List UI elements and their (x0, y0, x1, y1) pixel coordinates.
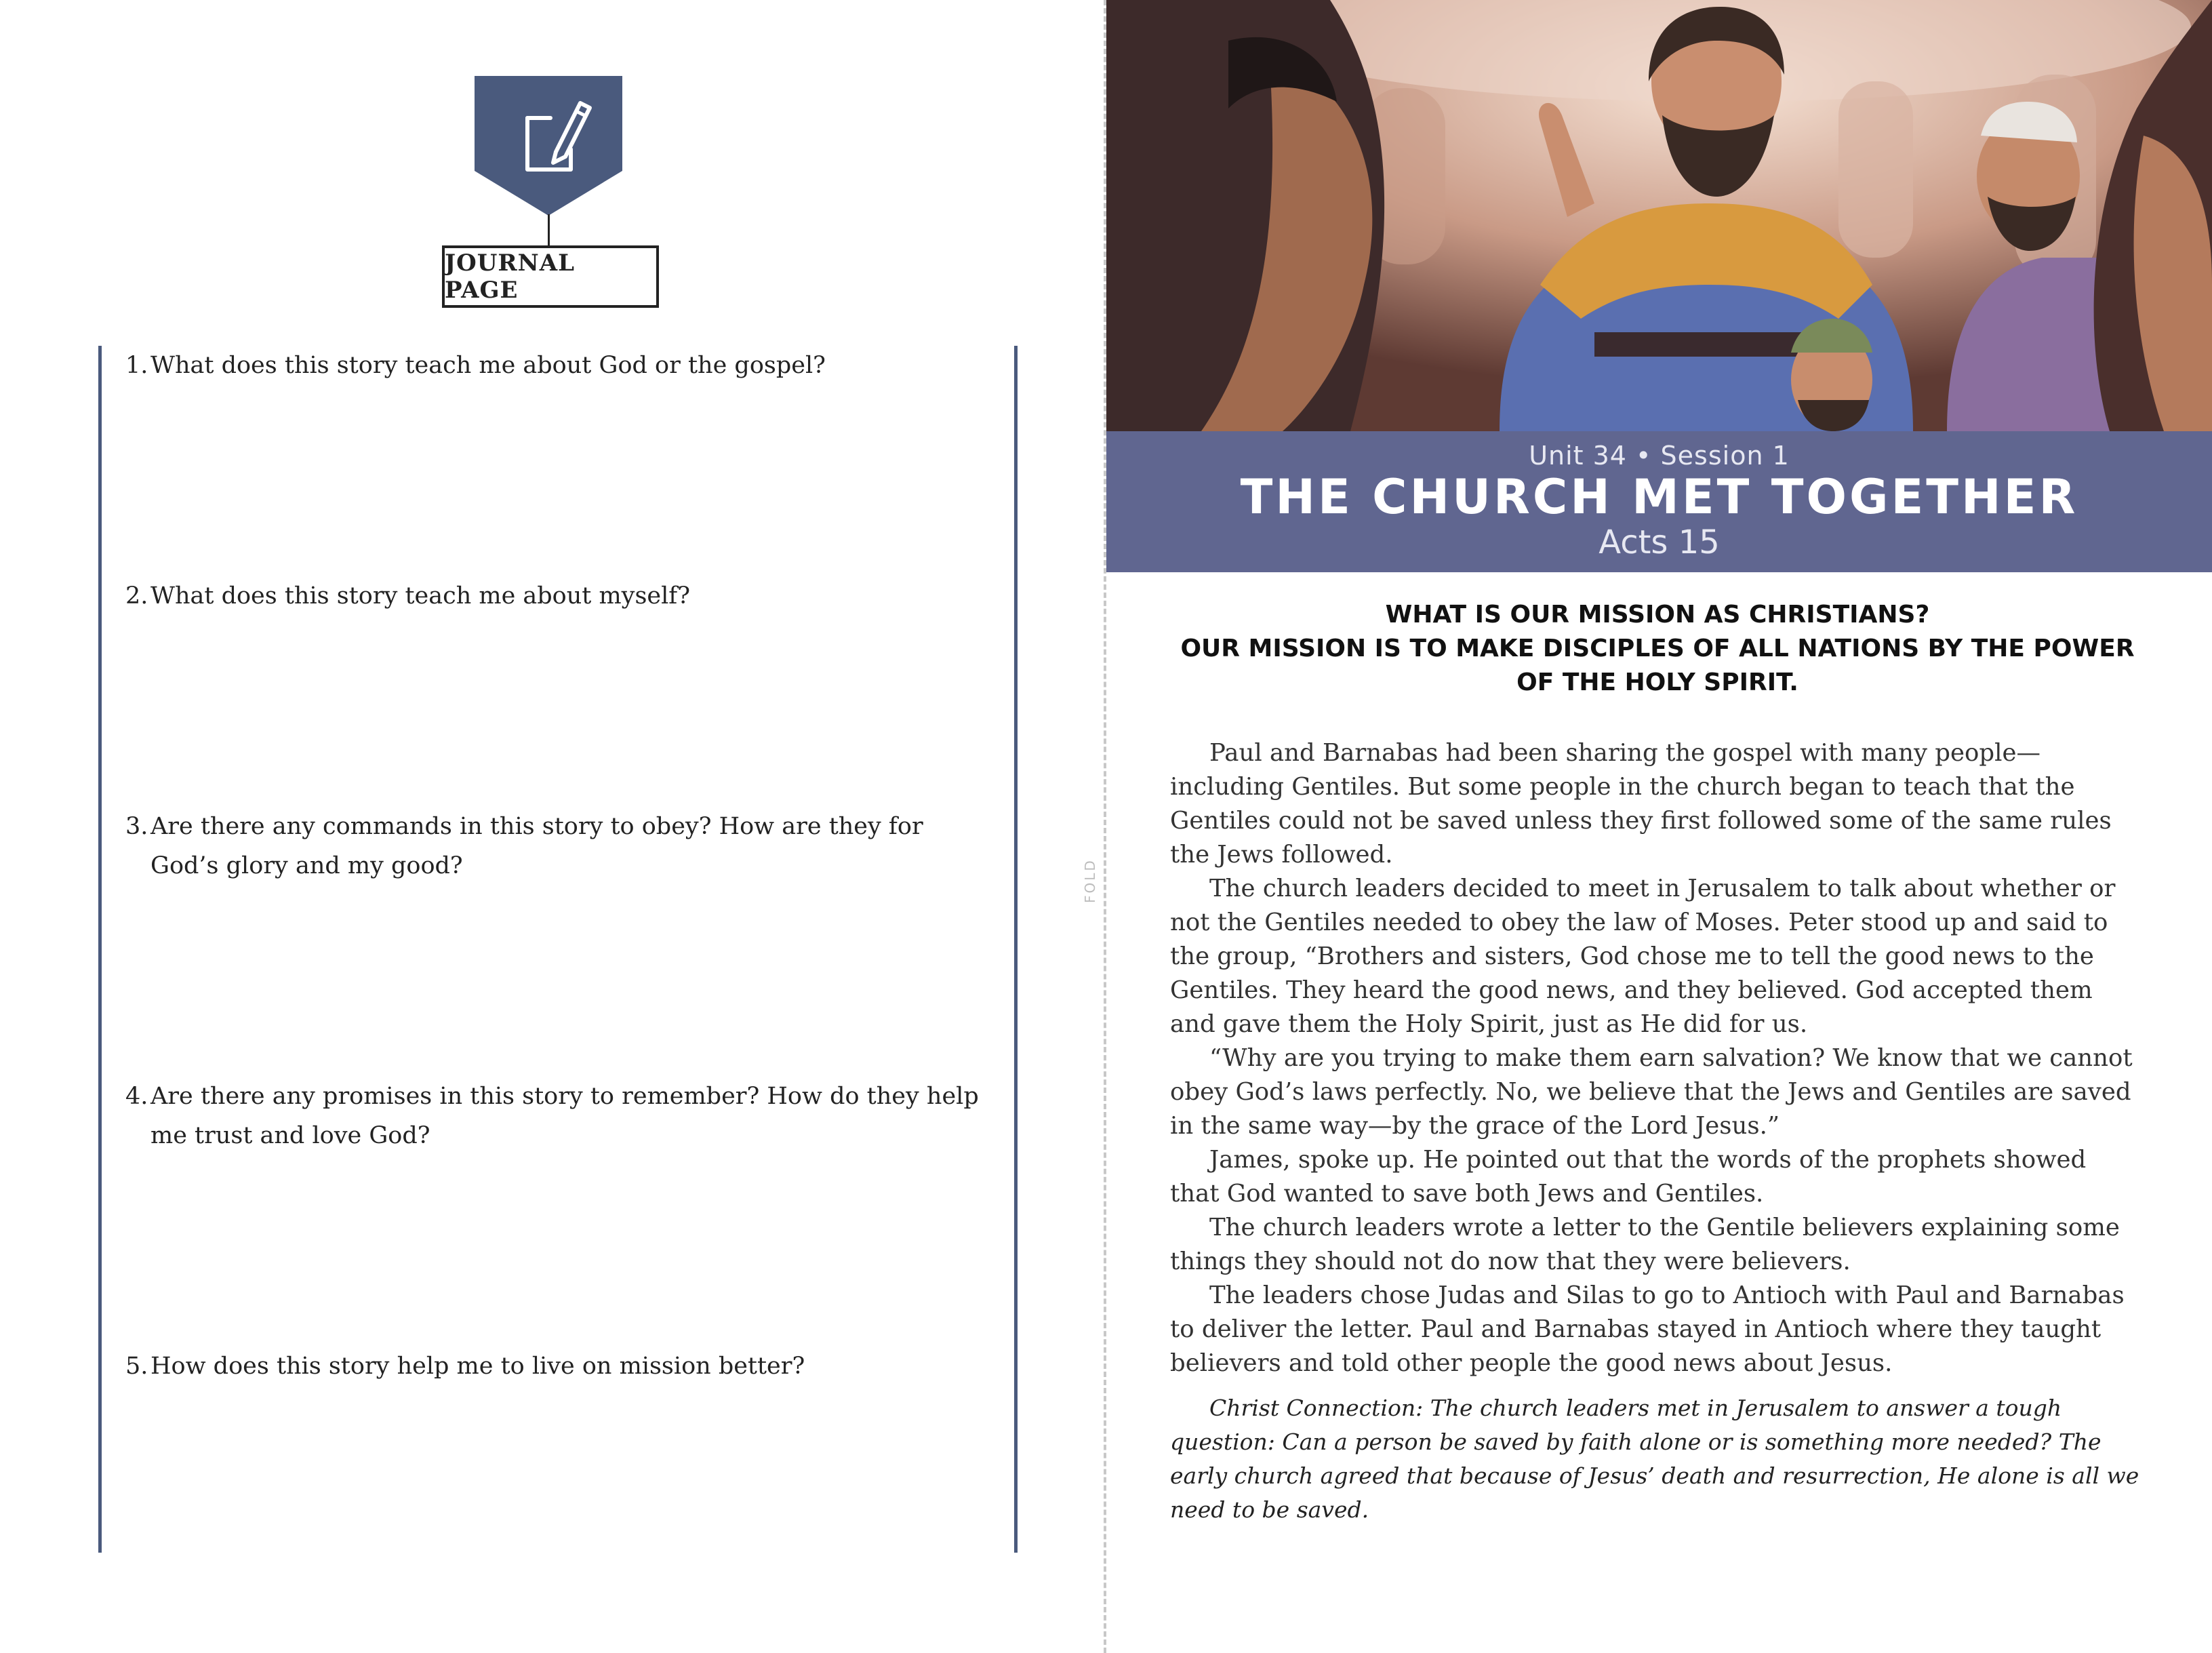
question-text: Are there any promises in this story to remember? How do they help me trust and love God? (150, 1083, 979, 1149)
question-text: Are there any commands in this story to obey? How are they for God’s glory and my good? (150, 813, 923, 879)
story-illustration (1106, 0, 2212, 431)
question-text: What does this story teach me about God or the gospel? (150, 352, 826, 379)
mission-line: OF THE HOLY SPIRIT. (1516, 669, 1798, 696)
journal-badge (475, 76, 622, 216)
scripture-reference: Acts 15 (1598, 523, 1720, 561)
badge-connector (548, 214, 550, 245)
story-text (1170, 736, 2143, 1380)
story-paragraph: “Why are you trying to make them earn salvation? We know that we cannot obey God’s laws perfectly. No, we believe that the Jews and Gentiles are saved in the same way—by the grace of the Lord Jesus.” (1170, 1044, 2133, 1140)
question-number: 1. (125, 352, 148, 379)
question-number: 3. (125, 813, 148, 840)
journal-page (0, 0, 1105, 1653)
story-paragraph: The leaders chose Judas and Silas to go to Antioch with Paul and Barnabas to deliver the letter. Paul and Barnabas stayed in Antioch where they taught believers and told other people the good news about Jesus. (1170, 1281, 2125, 1377)
lesson-title: THE CHURCH MET TOGETHER (1240, 469, 2078, 525)
left-margin-rule (98, 346, 102, 1553)
journal-page-label: JOURNAL PAGE (442, 245, 659, 308)
lesson-title-band (1106, 431, 2212, 572)
story-paragraph: The church leaders decided to meet in Jerusalem to talk about whether or not the Gentiles needed to obey the law of Moses. Peter stood up and said to the group, “Brothers and sisters, God chose me to tell the good news to the Gentiles. They heard the good news, and they believed. God accepted them and gave them the Holy Spirit, just as He did for us. (1170, 875, 2116, 1038)
mission-line: WHAT IS OUR MISSION AS CHRISTIANS? (1385, 601, 1930, 629)
mission-line: OUR MISSION IS TO MAKE DISCIPLES OF ALL NATIONS BY THE POWER (1180, 635, 2135, 662)
church-leaders-illustration (1106, 0, 2212, 431)
question-text: How does this story help me to live on mission better? (150, 1353, 805, 1380)
story-paragraph: The church leaders wrote a letter to the Gentile believers explaining some things they should not do now that they were believers. (1170, 1214, 2120, 1275)
question-text: What does this story teach me about myself? (150, 582, 691, 610)
journal-question-2 (125, 576, 986, 616)
pencil-on-paper-icon (475, 76, 622, 216)
story-paragraph: James, spoke up. He pointed out that the words of the prophets showed that God wanted to save both Jews and Gentiles. (1170, 1146, 2087, 1208)
right-margin-rule (1014, 346, 1018, 1553)
mission-statement (1169, 598, 2146, 700)
journal-question-5 (125, 1347, 986, 1386)
question-number: 2. (125, 582, 148, 610)
question-number: 5. (125, 1353, 148, 1380)
journal-question-1 (125, 346, 986, 385)
journal-question-3 (125, 807, 986, 885)
fold-label: FOLD (1082, 858, 1098, 903)
unit-session: Unit 34 • Session 1 (1529, 441, 1790, 471)
christ-connection: Christ Connection: The church leaders met in Jerusalem to answer a tough question: Can a person be saved by faith alone or is something more needed? The early church agreed that because of Jesus’ death and resurrection, He alone is all we need to be saved. (1170, 1395, 2139, 1523)
story-paragraph: Paul and Barnabas had been sharing the gospel with many people—including Gentiles. But some people in the church began to teach that the Gentiles could not be saved unless they first followed some of the same rules the Jews followed. (1170, 739, 2112, 869)
journal-question-4 (125, 1077, 986, 1155)
question-number: 4. (125, 1083, 148, 1110)
